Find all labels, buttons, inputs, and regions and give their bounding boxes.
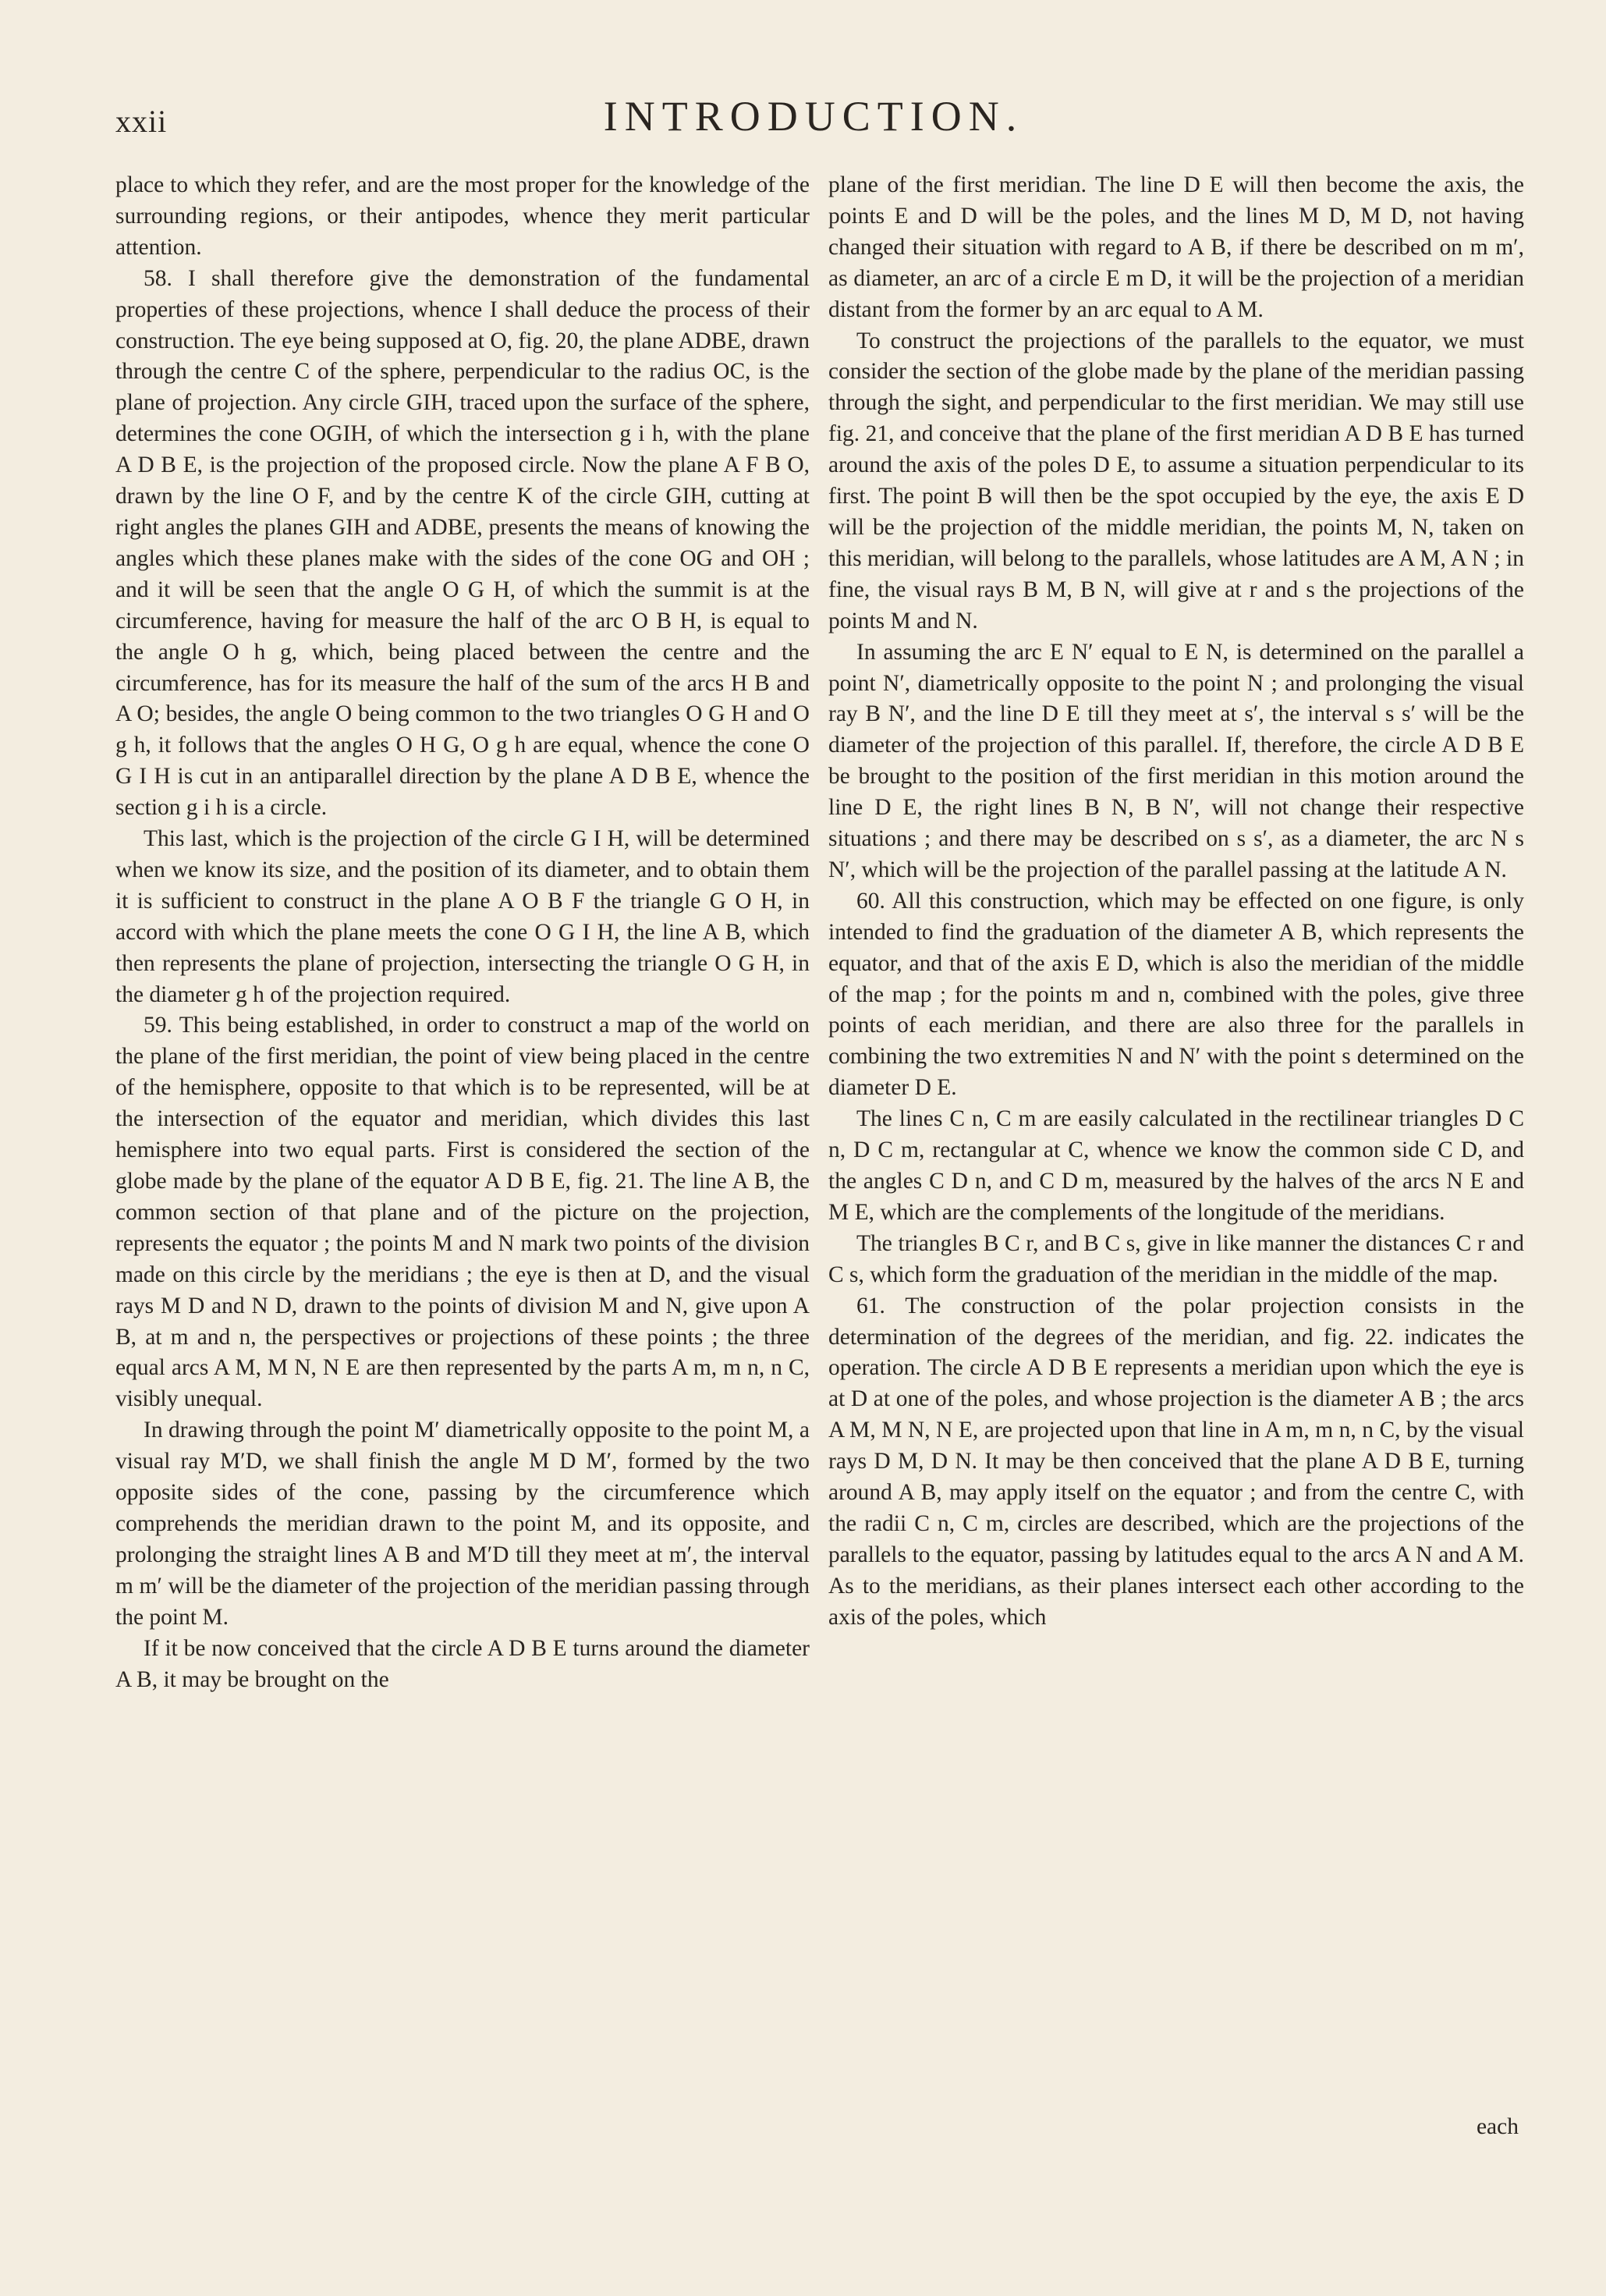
- paragraph: The triangles B C r, and B C s, give in like manner the distances C r and C s, which form the graduation of the meridian in the middle of the map.: [828, 1230, 1524, 1287]
- paragraph: In drawing through the point M′ diametrically opposite to the point M, a visual ray M′D, we shall finish the angle M D M′, formed by the two opposite sides of the cone, passing by the circumference which comprehends the meridian drawn to the point M, and its opposite, and prolonging the straight lines A B and M′D till they meet at m′, the interval m m′ will be the diameter of the projection of the meridian passing through the point M.: [115, 1418, 810, 1630]
- paragraph: plane of the first meridian. The line D E will then become the axis, the points E and D will be the poles, and the lines M D, M D, not having changed their situation with regard to A B, if there be described on m m′, as diameter, an arc of a circle E m D, it will be the projection of a meridian distant from the former by an arc equal to A M.: [828, 172, 1524, 322]
- catchword: each: [1476, 2114, 1519, 2139]
- paragraph: 60. All this construction, which may be effected on one figure, is only intended to find the graduation of the diameter A B, which represents the equator, and that of the axis E D, which is also the meridian of the middle of the map ; for the points m and n, combined with the poles, give three points of each meridian, and there are also three for the parallels in combining the two extremities N and N′ with the point s determined on the diameter D E.: [828, 888, 1524, 1101]
- paragraph: This last, which is the projection of the circle G I H, will be determined when we know its size, and the position of its diameter, and to obtain them it is sufficient to construct in the plane A O B F the triangle G O H, in accord with which the plane meets the cone O G I H, the line A B, which then represents the plane of projection, intersecting the triangle O G H, in the diameter g h of the projection required.: [115, 826, 810, 1007]
- paragraph: The lines C n, C m are easily calculated in the rectilinear triangles D C n, D C m, rectangular at C, whence we know the common side C D, and the angles C D n, and C D m, measured by the halves of the arcs N E and M E, which are the complements of the longitude of the meridians.: [828, 1106, 1524, 1225]
- page-header: [115, 92, 1512, 147]
- paragraph: In assuming the arc E N′ equal to E N, is determined on the parallel a point N′, diametrically opposite to the point N ; and prolonging the visual ray B N′, and the line D E till they meet at s′, the interval s s′ will be the diameter of the projection of this parallel. If, therefore, the circle A D B E be brought to the position of the first meridian in this motion around the line D E, the right lines B N, B N′, will not change their respective situations ; and there may be described on s s′, as a diameter, the arc N s N′, which will be the projection of the parallel passing at the latitude A N.: [828, 639, 1524, 882]
- right-column: [828, 170, 1524, 1634]
- page-number: xxii: [115, 104, 168, 139]
- paragraph: If it be now conceived that the circle A D B E turns around the diameter A B, it may be brought on the: [115, 1635, 810, 1692]
- left-column: [115, 170, 810, 1695]
- paragraph: To construct the projections of the parallels to the equator, we must consider the section of the globe made by the plane of the meridian passing through the sight, and perpendicular to the first meridian. We may still use fig. 21, and conceive that the plane of the first meridian A D B E has turned around the axis of the poles D E, to assume a situation perpendicular to its first. The point B will then be the spot occupied by the eye, the axis E D will be the projection of the middle meridian, the points M, N, taken on this meridian, will belong to the parallels, whose latitudes are A M, A N ; in fine, the visual rays B M, B N, will give at r and s the projections of the points M and N.: [828, 328, 1524, 633]
- paragraph: place to which they refer, and are the most proper for the knowledge of the surrounding regions, or their antipodes, whence they merit particular attention.: [115, 172, 810, 260]
- running-title: INTRODUCTION.: [603, 93, 1024, 140]
- paragraph: 59. This being established, in order to construct a map of the world on the plane of the first meridian, the point of view being placed in the centre of the hemisphere, opposite to that which is to be represented, will be at the intersection of the equator and meridian, which divides this last hemisphere into two equal parts. First is considered the section of the globe made by the plane of the equator A D B E, fig. 21. The line A B, the common section of that plane and of the picture on the projection, represents the equator ; the points M and N mark two points of the division made on this circle by the meridians ; the eye is then at D, and the visual rays M D and N D, drawn to the points of division M and N, give upon A B, at m and n, the perspectives or projections of these points ; the three equal arcs A M, M N, N E are then represented by the parts A m, m n, n C, visibly unequal.: [115, 1013, 810, 1412]
- paragraph: 58. I shall therefore give the demonstration of the fundamental properties of these projections, whence I shall deduce the process of their construction. The eye being supposed at O, fig. 20, the plane ADBE, drawn through the centre C of the sphere, perpendicular to the radius OC, is the plane of projection. Any circle GIH, traced upon the surface of the sphere, determines the cone OGIH, of which the intersection g i h, with the plane A D B E, is the projection of the proposed circle. Now the plane A F B O, drawn by the line O F, and by the centre K of the circle GIH, cutting at right angles the planes GIH and ADBE, presents the means of knowing the angles which these planes make with the sides of the cone OG and OH ; and it will be seen that the angle O G H, of which the summit is at the circumference, having for measure the half of the arc O B H, is equal to the angle O h g, which, being placed between the centre and the circumference, has for its measure the half of the sum of the arcs H B and A O; besides, the angle O being common to the two triangles O G H and O g h, it follows that the angles O H G, O g h are equal, whence the cone O G I H is cut in an antiparallel direction by the plane A D B E, whence the section g i h is a circle.: [115, 265, 810, 821]
- paragraph: 61. The construction of the polar projection consists in the determination of the degrees of the meridian, and fig. 22. indicates the operation. The circle A D B E represents a meridian upon which the eye is at D at one of the poles, and whose projection is the diameter A B ; the arcs A M, M N, N E, are projected upon that line in A m, m n, n C, by the visual rays D M, D N. It may be then conceived that the plane A D B E, turning around A B, may apply itself on the equator ; and from the centre C, with the radii C n, C m, circles are described, which are the projections of the parallels to the equator, passing by latitudes equal to the arcs A N and A M. As to the meridians, as their planes intersect each other according to the axis of the poles, which: [828, 1293, 1524, 1630]
